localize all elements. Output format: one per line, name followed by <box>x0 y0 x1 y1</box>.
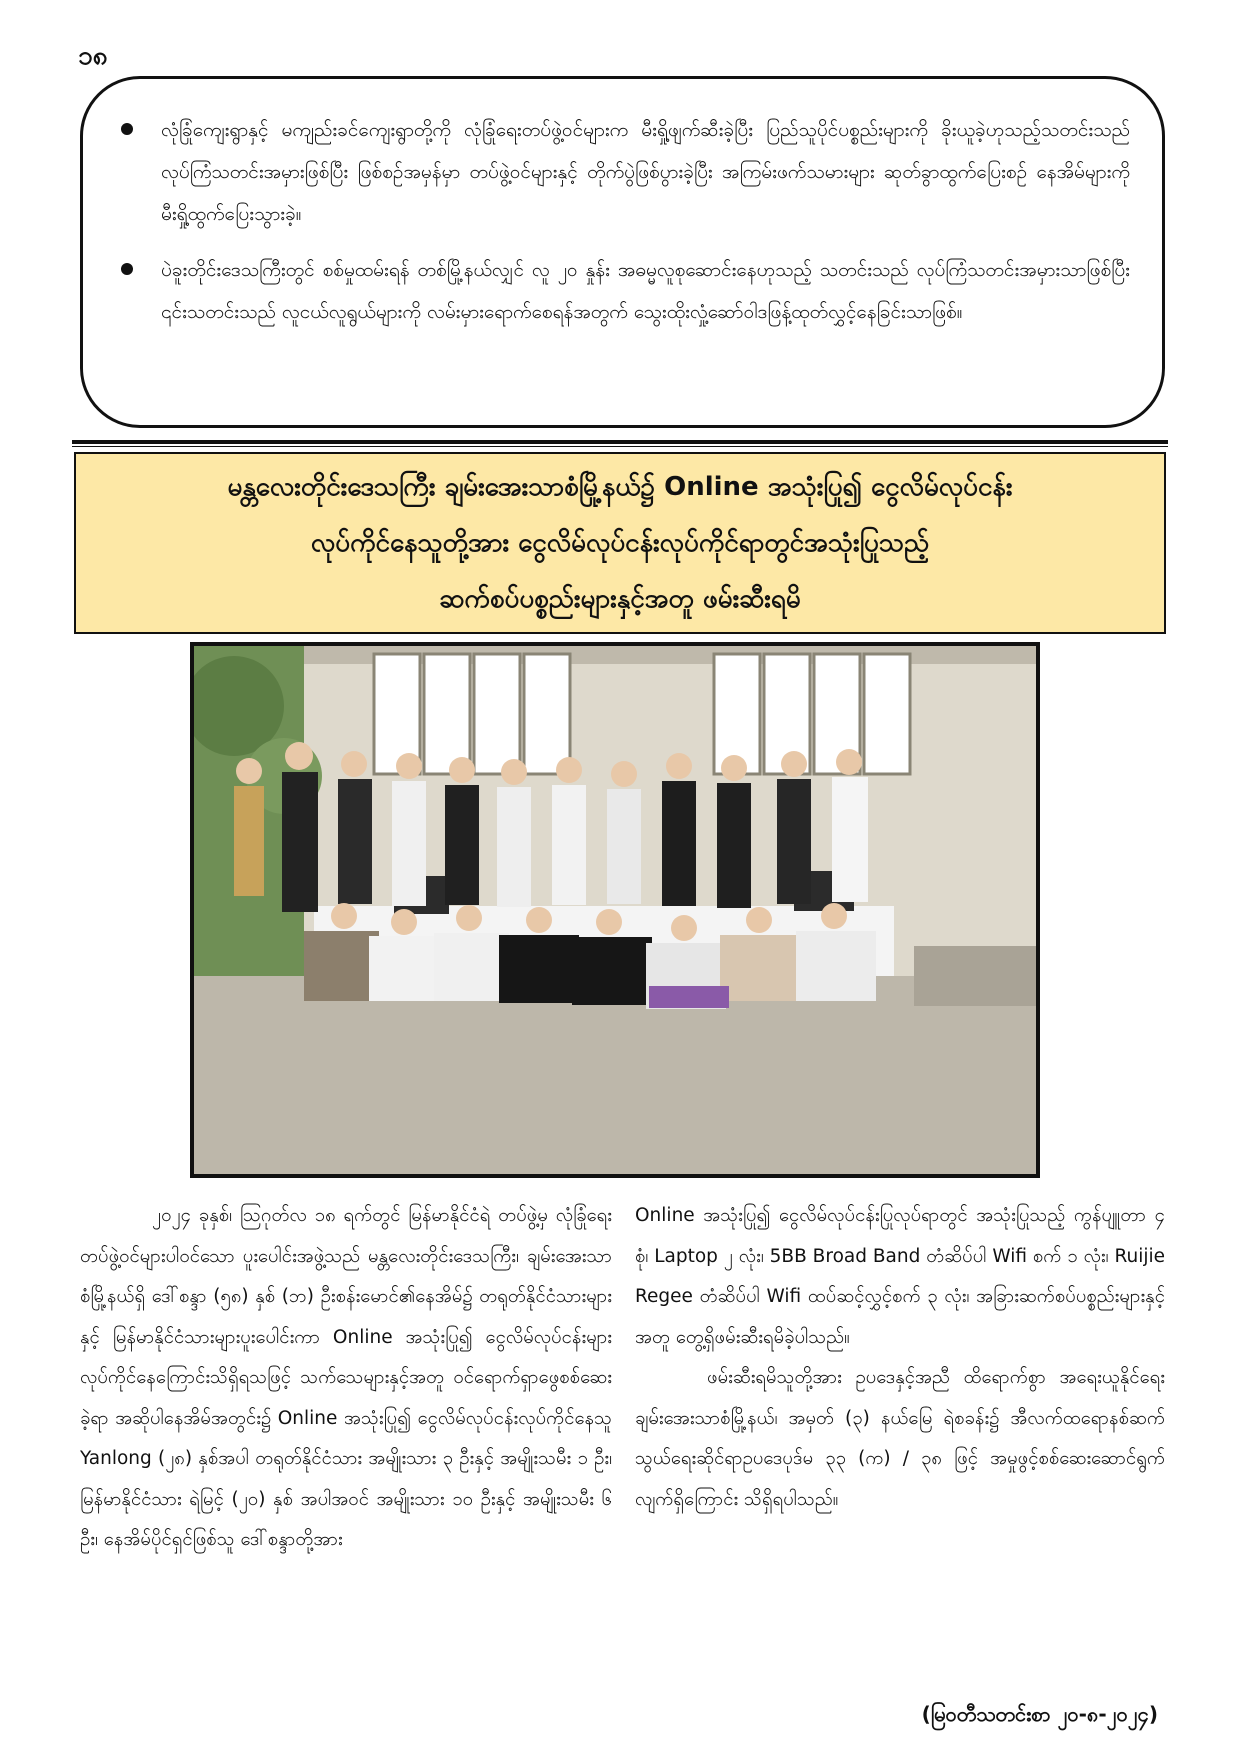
article-right-column <box>635 1196 1165 1520</box>
fact-check-box <box>80 76 1165 428</box>
article-left-column <box>80 1196 612 1561</box>
bullet-text: ပဲခူးတိုင်းဒေသကြီးတွင် စစ်မှုထမ်းရန် တစ်မြို့နယ်လျှင် လူ ၂၀ နှုန်း အဓမ္မလူစုဆောင်းနေဟုသည့် သတင်းသည် လုပ်ကြံသတင်းအမှားသာဖြစ်ပြီး ၎င်းသတင်းသည် လူငယ်လူရွယ်များကို လမ်းမှားရောက်စေရန်အတွက် သွေးထိုးလှုံ့ဆော်ဝါဒဖြန့်ထုတ်လွှင့်နေခြင်းသာဖြစ်။ <box>161 259 1130 323</box>
page-number: ၁၈ <box>78 41 108 71</box>
article-paragraph: ဖမ်းဆီးရမိသူတို့အား ဥပဒေနှင့်အညီ ထိရောက်စွာ အရေးယူနိုင်ရေး ချမ်းအေးသာစံမြို့နယ်၊ အမှတ် (၃) နယ်မြေ ရဲစခန်း၌ အီလက်ထရောနစ်ဆက်သွယ်ရေးဆိုင်ရာဥပဒေပုဒ်မ ၃၃ (က) / ၃၈ ဖြင့် အမှုဖွင့်စစ်ဆေးဆောင်ရွက်လျက်ရှိကြောင်း သိရှိရပါသည်။ <box>635 1367 1165 1510</box>
article-paragraph: Online အသုံးပြု၍ ငွေလိမ်လုပ်ငန်းပြုလုပ်ရာတွင် အသုံးပြုသည့် ကွန်ပျူတာ ၄ စုံ၊ Laptop ၂ လုံး၊ 5BB Broad Band တံဆိပ်ပါ Wifi စက် ၁ လုံး၊ Ruijie Regee တံဆိပ်ပါ Wifi ထပ်ဆင့်လွှင့်စက် ၃ လုံး၊ အခြားဆက်စပ်ပစ္စည်းများနှင့်အတူ တွေ့ရှိဖမ်းဆီးရမိခဲ့ပါသည်။ <box>635 1205 1165 1348</box>
article-paragraph: ၂၀၂၄ ခုနှစ်၊ ဩဂုတ်လ ၁၈ ရက်တွင် မြန်မာနိုင်ငံရဲ တပ်ဖွဲ့မှ လုံခြုံရေးတပ်ဖွဲ့ဝင်များပါဝင်သော ပူးပေါင်းအဖွဲ့သည် မန္တလေးတိုင်းဒေသကြီး၊ ချမ်းအေးသာစံမြို့နယ်ရှိ ဒေါ်စန္ဒာ (၅၈) နှစ် (ဘ) ဦးစန်းမောင်၏နေအိမ်၌ တရုတ်နိုင်ငံသားများနှင့် မြန်မာနိုင်ငံသားများပူးပေါင်းကာ Online အသုံးပြု၍ ငွေလိမ်လုပ်ငန်းများလုပ်ကိုင်နေကြောင်းသိရှိရသဖြင့် သက်သေများနှင့်အတူ ဝင်ရောက်ရှာဖွေစစ်ဆေးခဲ့ရာ အဆိုပါနေအိမ်အတွင်း၌ Online အသုံးပြု၍ ငွေလိမ်လုပ်ငန်းလုပ်ကိုင်နေသူ Yanlong (၂၈) နှစ်အပါ တရုတ်နိုင်ငံသား အမျိုးသား ၃ ဦးနှင့် အမျိုးသမီး ၁ ဦး၊ မြန်မာနိုင်ငံသား ရဲမြင့် (၂၀) နှစ် အပါအဝင် အမျိုးသား ၁၀ ဦးနှင့် အမျိုးသမီး ၆ ဦး၊ နေအိမ်ပိုင်ရှင်ဖြစ်သူ ဒေါ်စန္ဒာတို့အား <box>80 1205 612 1550</box>
group-photo-illustration <box>194 646 1036 1174</box>
headline-banner <box>74 452 1166 634</box>
headline-line: လုပ်ကိုင်နေသူတို့အား ငွေလိမ်လုပ်ငန်းလုပ်ကိုင်ရာတွင်အသုံးပြုသည့် <box>310 528 930 558</box>
bullet-dot-icon <box>121 123 133 135</box>
headline-line: ဆက်စပ်ပစ္စည်းများနှင့်အတူ ဖမ်းဆီးရမိ <box>439 584 801 614</box>
news-photo <box>190 642 1040 1178</box>
source-citation: (မြဝတီသတင်းစာ ၂၀-၈-၂၀၂၄) <box>921 1702 1158 1726</box>
headline-line: မန္တလေးတိုင်းဒေသကြီး ချမ်းအေးသာစံမြို့နယ်၌ Online အသုံးပြု၍ ငွေလိမ်လုပ်ငန်း <box>227 472 1013 502</box>
bullet-item <box>121 109 1130 235</box>
divider <box>72 440 1168 444</box>
bullet-item <box>121 249 1130 333</box>
divider <box>72 446 1168 447</box>
bullet-dot-icon <box>121 263 133 275</box>
bullet-text: လုံခြုံကျေးရွာနှင့် မကျည်းခင်ကျေးရွာတို့ကို လုံခြုံရေးတပ်ဖွဲ့ဝင်များက မီးရှို့ဖျက်ဆီးခဲ့ပြီး ပြည်သူပိုင်ပစ္စည်းများကို ခိုးယူခဲ့ဟုသည့်သတင်းသည် လုပ်ကြံသတင်းအမှားဖြစ်ပြီး ဖြစ်စဉ်အမှန်မှာ တပ်ဖွဲ့ဝင်များနှင့် တိုက်ပွဲဖြစ်ပွားခဲ့ပြီး အကြမ်းဖက်သမားများ ဆုတ်ခွာထွက်ပြေးစဉ် နေအိမ်များကို မီးရှို့ထွက်ပြေးသွားခဲ့။ <box>161 119 1130 225</box>
